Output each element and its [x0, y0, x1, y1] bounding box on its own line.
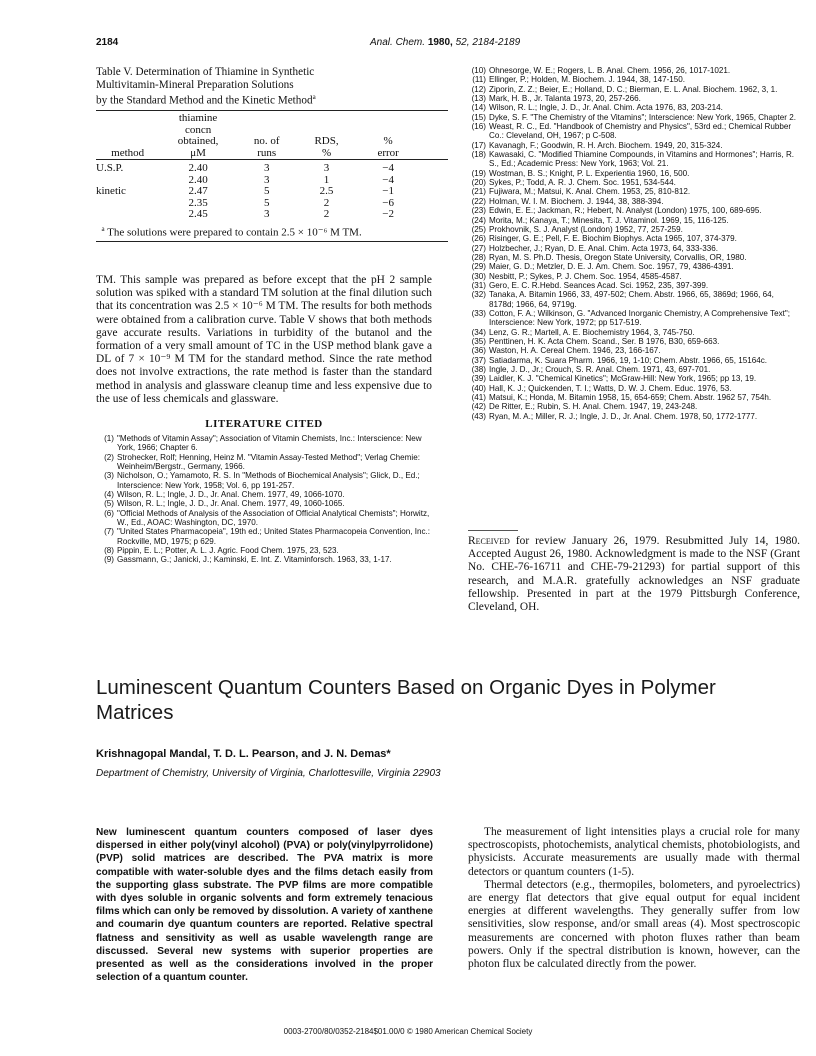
reference-number: (38) [471, 365, 486, 374]
reference-number: (33) [471, 308, 486, 318]
reference-item [468, 253, 800, 262]
col-header-conc: obtained, [177, 135, 219, 148]
reference-text: Satiadarma, K. Suara Pharm. 1966, 19, 1-10; Chem. Abstr. 1966, 65, 15164c. [489, 355, 768, 365]
reference-item [468, 328, 800, 337]
reference-item [96, 490, 432, 499]
reference-text: "Methods of Vitamin Assay"; Association of Vitamin Chemists, Inc.: Interscience: New York, 1966; Chapter 6. [117, 434, 422, 453]
intro-paragraph: Thermal detectors (e.g., thermopiles, bolometers, and pyroelectrics) are energy flat detectors that give equal output for equal incident energies at different wavelengths. They generally suffer from low sensitivities, slow response, and/or small areas (4). Most spectroscopic measurements are concerned with photon fluxes rather than beam powers. Only if the spectral distribution is known, however, can the photon flux be calculated directly from the power. [468, 878, 800, 971]
table-row: 2.40 3 1 −4 [188, 173, 394, 186]
reference-text: Wostman, B. S.; Knight, P. L. Experientia 1960, 16, 500. [489, 168, 690, 178]
col-header-runs: runs [257, 146, 277, 159]
reference-text: Cotton, F. A.; Wilkinson, G. "Advanced Inorganic Chemistry, A Comprehensive Text"; Interscience: New York, 1972; pp 517-519. [489, 308, 790, 328]
reference-item [468, 393, 800, 402]
reference-text: Ryan, M. S. Ph.D. Thesis, Oregon State University, Corvallis, OR, 1980. [489, 252, 747, 262]
col-header-conc: concn [184, 123, 212, 136]
reference-text: Lenz, G. R.; Martell, A. E. Biochemistry 1964, 3, 745-750. [489, 327, 695, 337]
reference-number: (32) [471, 290, 486, 300]
reference-item [96, 555, 432, 564]
reference-item [468, 94, 800, 103]
reference-text: Waston, H. A. Cereal Chem. 1946, 23, 166-167. [489, 346, 661, 356]
col-header-error: error [377, 146, 399, 159]
reference-item [468, 384, 800, 393]
reference-item [468, 169, 800, 178]
reference-item [468, 262, 800, 271]
reference-number: (31) [471, 280, 486, 290]
reference-text: Ohnesorge, W. E.; Rogers, L. B. Anal. Chem. 1956, 26, 1017-1021. [489, 66, 731, 75]
reference-item [468, 234, 800, 243]
table-footnote: $^a$ The solutions were prepared to contain 2.5 × 10⁻⁶ M TM. [101, 224, 362, 239]
affiliation: Department of Chemistry, University of Virginia, Charlottesville, Virginia 22903 [96, 768, 441, 779]
reference-item [96, 434, 432, 453]
reference-number: (39) [471, 374, 486, 384]
reference-number: (42) [471, 402, 486, 412]
reference-text: Morita, M.; Kanaya, T.; Minesita, T. J. Vitaminol. 1969, 15, 116-125. [489, 215, 729, 225]
reference-text: Weast, R. C., Ed. "Handbook of Chemistry and Physics", 53rd ed.; Chemical Rubber Co.: Cleveland, OH, 1967; p C-508. [489, 122, 792, 141]
reference-text: Ryan, M. A.; Miller, R. J.; Ingle, J. D., Jr. Anal. Chem. 1978, 50, 1772-1777. [489, 411, 758, 421]
reference-item [468, 103, 800, 112]
reference-number: (6) [104, 508, 114, 518]
reference-number: (28) [471, 252, 486, 262]
reference-number: (41) [471, 393, 486, 403]
reference-number: (40) [471, 383, 486, 393]
reference-number: (13) [471, 94, 486, 104]
reference-item [468, 85, 800, 94]
divider [468, 530, 518, 531]
reference-text: Maier, G. D.; Metzler, D. E. J. Am. Chem. Soc. 1957, 79, 4386-4391. [489, 262, 734, 272]
reference-text: "Official Methods of Analysis of the Association of Official Analytical Chemists"; Horwitz, W., Ed., AOAC: Washington, DC, 1970. [117, 508, 430, 528]
reference-item [468, 356, 800, 365]
table-row: 2.35 5 2 −6 [188, 196, 394, 209]
reference-list [468, 66, 800, 421]
reference-item [96, 471, 432, 490]
table-title [96, 66, 448, 107]
reference-list [96, 434, 432, 565]
table-top-rule [96, 110, 448, 111]
reference-item [468, 337, 800, 346]
reference-number: (3) [104, 471, 114, 481]
reference-text: Mark, H. B., Jr. Talanta 1973, 20, 257-266. [489, 94, 641, 104]
reference-number: (15) [471, 112, 486, 122]
reference-number: (16) [471, 122, 486, 132]
intro-paragraph: The measurement of light intensities plays a crucial role for many spectroscopists, photochemists, analytical chemists, photobiologists, and physicists. Accurate measurements are usually made with thermal detectors or quantum counters (1-5). [468, 826, 800, 878]
reference-number: (19) [471, 168, 486, 178]
reference-number: (17) [471, 140, 486, 150]
table-row: 2.45 3 2 −2 [188, 208, 394, 221]
article-title: Luminescent Quantum Counters Based on Organic Dyes in Polymer Matrices [96, 676, 716, 724]
reference-item [468, 281, 800, 290]
reference-text: Holzbecher, J.; Ryan, D. E. Anal. Chim. Acta 1973, 64, 333-336. [489, 243, 718, 253]
reference-number: (9) [104, 555, 114, 565]
table-row: U.S.P. 2.40 3 3 −4 [96, 162, 394, 175]
reference-text: Sykes, P.; Todd, A. R. J. Chem. Soc. 1951, 534-544. [489, 178, 676, 188]
reference-number: (43) [471, 411, 486, 421]
body-paragraph: TM. This sample was prepared as before except that the pH 2 sample solution was spiked with a standard TM solution at the final dilution such that its concentration was 2.5 × 10⁻⁶ M TM. The results for both methods were obtained from a calibration curve. Table V shows that both methods gave accurate results. Variations in turbidity of the butanol and the formation of a very small amount of TC in the USP method blank gave a DL of 7 × 10⁻⁹ M TM for the standard method. Since the rate method does not involve extractions, the rate method is faster than the standard method in analysis and glassware cleanup time and less expensive due to the use of less chemicals and glassware. [96, 274, 432, 405]
reference-number: (10) [471, 66, 486, 75]
reference-text: "United States Pharmacopeia", 19th ed.; United States Pharmacopeia Convention, Inc.: Rockville, MD, 1975; p 629. [117, 527, 431, 546]
reference-number: (11) [472, 75, 486, 85]
literature-cited-heading: LITERATURE CITED [205, 418, 323, 430]
reference-item [468, 75, 800, 84]
received-text: for review January 26, 1979. Resubmitted July 14, 1980. Accepted August 26, 1980. Acknowledgment is made to the NSF (Grant No. CHE-76-16711 and CHE-79-21293) for partial support of this research, and M.A.R. gratefully acknowledges an NSF graduate fellowship. Presented in part at the 1979 Pittsburgh Conference, Cleveland, OH. [468, 535, 800, 614]
journal-pages: 2184-2189 [472, 37, 521, 48]
reference-text: Wilson, R. L.; Ingle, J. D., Jr. Anal. Chem. 1977, 49, 1066-1070. [117, 490, 345, 500]
table-row: kinetic 2.47 5 2.5 −1 [96, 185, 394, 198]
reference-number: (22) [471, 196, 486, 206]
reference-item [468, 122, 800, 141]
reference-text: Gero, E. C. R.Hebd. Seances Acad. Sci. 1952, 235, 397-399. [489, 280, 709, 290]
reference-item [468, 374, 800, 383]
reference-item [468, 290, 800, 309]
reference-number: (29) [471, 262, 486, 272]
reference-text: Pippin, E. L.; Potter, A. L. J. Agric. Food Chem. 1975, 23, 523. [117, 546, 339, 556]
reference-number: (12) [471, 84, 486, 94]
reference-item [468, 178, 800, 187]
reference-item [96, 509, 432, 528]
reference-item [468, 225, 800, 234]
reference-item [468, 365, 800, 374]
reference-number: (8) [104, 546, 114, 556]
page-footer: 0003-2700/80/0352-2184$01.00/0 © 1980 American Chemical Society [283, 1027, 533, 1036]
reference-item [468, 66, 800, 75]
col-header-error: % [383, 135, 393, 148]
reference-text: Edwin, E. E.; Jackman, R.; Hebert, N. Analyst (London) 1975, 100, 689-695. [489, 206, 762, 216]
reference-number: (30) [471, 271, 486, 281]
reference-item [96, 453, 432, 472]
reference-text: Risinger, G. E.; Pell, F. E. Biochim Biophys. Acta 1965, 107, 374-379. [489, 234, 737, 244]
reference-number: (37) [471, 355, 486, 365]
reference-text: Tanaka, A. Bitamin 1966, 33, 497-502; Chem. Abstr. 1966, 65, 3869d; 1966, 64, 8178d; 1966, 64, 9719g. [489, 290, 774, 309]
reference-text: Fujiwara, M.; Matsui, K. Anal. Chem. 1953, 25, 810-812. [489, 187, 691, 197]
reference-text: Penttinen, H. K. Acta Chem. Scand., Ser. B 1976, B30, 659-663. [489, 336, 720, 346]
reference-item [468, 197, 800, 206]
reference-number: (34) [471, 327, 486, 337]
results-table [96, 113, 448, 221]
col-header-rds: RDS, [314, 135, 339, 148]
reference-item [468, 244, 800, 253]
reference-number: (2) [104, 452, 114, 462]
reference-item [96, 499, 432, 508]
reference-text: Ziporin, Z. Z.; Beier, E.; Holland, D. C.; Bierman, E. L. Anal. Biochem. 1962, 3, 1. [489, 84, 778, 94]
reference-text: Ingle, J. D., Jr.; Crouch, S. R. Anal. Chem. 1971, 43, 697-701. [489, 365, 711, 374]
authors: Krishnagopal Mandal, T. D. L. Pearson, and J. N. Demas* [96, 748, 391, 760]
reference-item [468, 272, 800, 281]
table-bottom-rule [96, 241, 448, 242]
col-header-rds: % [321, 146, 332, 159]
received-note [468, 535, 800, 614]
reference-item [468, 150, 800, 169]
table-title-line: by the Standard Method and the Kinetic Method$^a$ [96, 93, 316, 107]
reference-item [468, 216, 800, 225]
page-number: 2184 [96, 37, 119, 48]
reference-number: (21) [471, 187, 486, 197]
reference-number: (26) [471, 234, 486, 244]
col-header-conc: thiamine [178, 112, 218, 125]
reference-number: (36) [471, 346, 486, 356]
reference-number: (20) [471, 178, 486, 188]
reference-item [468, 412, 800, 421]
reference-item [96, 546, 432, 555]
reference-text: Holman, W. I. M. Biochem. J. 1944, 38, 388-394. [489, 196, 664, 206]
reference-item [468, 402, 800, 411]
journal-name: Anal. Chem. [370, 37, 426, 48]
reference-item [468, 206, 800, 215]
reference-number: (35) [471, 336, 486, 346]
reference-item [468, 187, 800, 196]
reference-item [468, 113, 800, 122]
reference-item [468, 309, 800, 328]
reference-number: (7) [104, 527, 114, 537]
journal-year: 1980, [427, 37, 453, 48]
table-v [96, 66, 448, 244]
abstract: New luminescent quantum counters composed of laser dyes dispersed in either poly(vinyl alcohol) (PVA) or poly(vinylpyrrolidone) (PVP) solid matrices are described. The PVA matrix is more compatible with water-soluble dyes and the films detach easily from the supporting glass substrate. The PVP films are more compatible with dyes soluble in organic solvents and form extremely tenacious films which can only be removed by dissolution. A variety of xanthene and coumarin dye quantum counters are reported. Relative spectral flatness and sensitivity as well as usable wavelength range are discussed. Several new systems with superior properties are presented as well as the considerations involved in the proper selection of a quantum counter. [96, 827, 433, 984]
reference-text: Hall, K. J.; Quickenden, T. I.; Watts, D. W. J. Chem. Educ. 1976, 53. [489, 383, 732, 393]
reference-number: (23) [471, 206, 486, 216]
reference-number: (27) [471, 243, 486, 253]
journal-volume: 52, [455, 37, 470, 48]
reference-text: Nicholson, O.; Yamamoto, R. S. In "Methods of Biochemical Analysis"; Glick, D., Ed.; Interscience: New York, 1958; Vol. 6, pp 191-257. [117, 471, 420, 490]
reference-item [96, 527, 432, 546]
reference-item [468, 346, 800, 355]
col-header-conc: μM [190, 146, 206, 159]
table-title-line: Table V. Determination of Thiamine in Synthetic [96, 66, 315, 78]
reference-number: (18) [471, 150, 486, 160]
reference-text: Ellinger, P.; Holden, M. Biochem. J. 1944, 38, 147-150. [489, 75, 686, 85]
reference-text: Wilson, R. L.; Ingle, J. D., Jr. Anal. Chem. 1977, 49, 1060-1065. [117, 499, 345, 509]
footnote-marker: a [312, 93, 316, 101]
reference-text: Matsui, K.; Honda, M. Bitamin 1958, 15, 654-659; Chem. Abstr. 1962 57, 754h. [489, 393, 772, 403]
reference-text: De Ritter, E.; Rubin, S. H. Anal. Chem. 1947, 19, 243-248. [489, 402, 698, 412]
reference-number: (25) [471, 224, 486, 234]
table-title-line: Multivitamin-Mineral Preparation Solutions [96, 78, 294, 91]
reference-text: Dyke, S. F. "The Chemistry of the Vitamins"; Interscience: New York, 1965, Chapter 2. [489, 112, 796, 122]
reference-number: (5) [104, 499, 114, 509]
reference-text: Gassmann, G.; Janicki, J.; Kaminski, E. Int. Z. Vitaminforsch. 1963, 33, 1-17. [117, 555, 392, 565]
reference-number: (1) [104, 434, 114, 443]
reference-number: (24) [471, 215, 486, 225]
reference-item [468, 141, 800, 150]
col-header-method: method [111, 146, 145, 159]
reference-text: Kavanagh, F.; Goodwin, R. H. Arch. Biochem. 1949, 20, 315-324. [489, 140, 723, 150]
received-lead: Received [468, 535, 510, 547]
reference-text: Strohecker, Rolf; Henning, Heinz M. "Vitamin Assay-Tested Method"; Verlag Chemie: Weinheim/Bergstr., Germany, 1966. [117, 452, 420, 472]
introduction [468, 826, 800, 971]
reference-number: (4) [104, 490, 114, 500]
col-header-runs: no. of [253, 135, 280, 148]
reference-text: Nesbitt, P.; Sykes, P. J. Chem. Soc. 1954, 4585-4587. [489, 271, 682, 281]
reference-text: Wilson, R. L.; Ingle, J. D., Jr. Anal. Chim. Acta 1976, 83, 203-214. [489, 103, 723, 113]
reference-text: Prokhovnik, S. J. Analyst (London) 1952, 77, 257-259. [489, 224, 683, 234]
reference-number: (14) [471, 103, 486, 113]
reference-text: Laidler, K. J. "Chemical Kinetics"; McGraw-Hill: New York, 1965; pp 13, 19. [489, 374, 757, 384]
running-head [370, 37, 520, 48]
reference-text: Kawasaki, C. "Modified Thiamine Compounds, in Vitamins and Hormones"; Harris, R. S., Ed.; Academic Press: New York, 1963; Vol. 21. [489, 150, 795, 169]
